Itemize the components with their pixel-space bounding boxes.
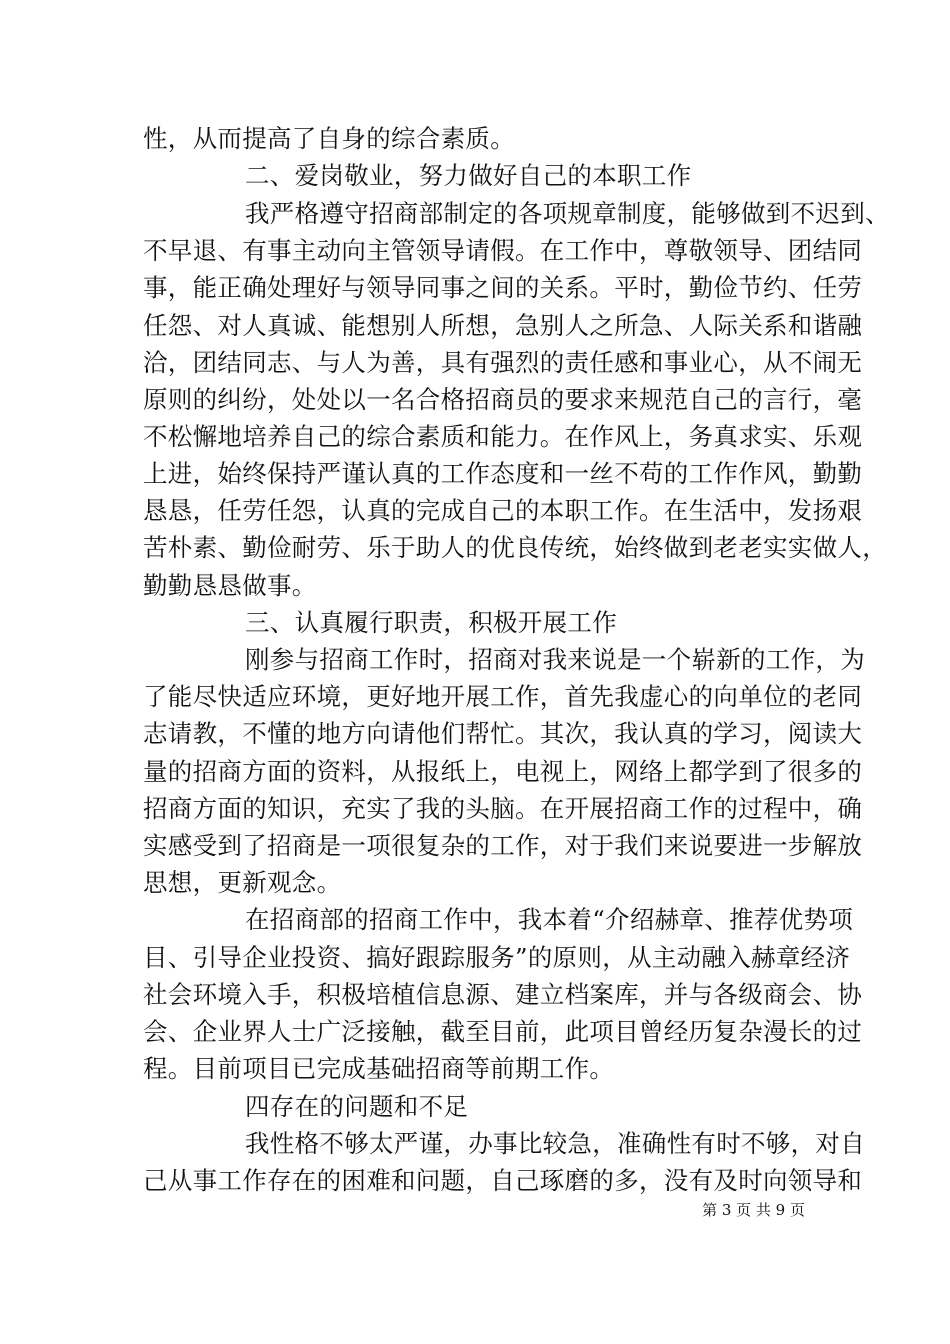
text-line: 量的招商方面的资料，从报纸上，电视上，网络上都学到了很多的 <box>143 757 863 786</box>
text-line: 目、引导企业投资、搞好跟踪服务”的原则，从主动融入赫章经济 <box>143 943 851 972</box>
section-heading: 三、认真履行职责，积极开展工作 <box>245 608 617 637</box>
text-line: 任怨、对人真诚、能想别人所想，急别人之所急、人际关系和谐融 <box>143 311 863 340</box>
text-line: 不早退、有事主动向主管领导请假。在工作中，尊敬领导、团结同 <box>143 236 863 265</box>
text-line: 事，能正确处理好与领导同事之间的关系。平时，勤俭节约、任劳 <box>143 273 863 302</box>
text-line: 洽，团结同志、与人为善，具有强烈的责任感和事业心，从不闹无 <box>143 348 863 377</box>
text-line: 招商方面的知识，充实了我的头脑。在开展招商工作的过程中，确 <box>143 794 863 823</box>
text-line: 苦朴素、勤俭耐劳、乐于助人的优良传统，始终做到老老实实做人， <box>143 533 887 562</box>
text-line: 己从事工作存在的困难和问题，自己琢磨的多，没有及时向领导和 <box>143 1166 863 1195</box>
text-line: 我严格遵守招商部制定的各项规章制度，能够做到不迟到、 <box>245 199 890 228</box>
section-heading: 二、爱岗敬业，努力做好自己的本职工作 <box>245 161 692 190</box>
section-heading: 四存在的问题和不足 <box>245 1092 469 1121</box>
text-line: 刚参与招商工作时，招商对我来说是一个崭新的工作，为 <box>245 645 865 674</box>
text-line: 会、企业界人士广泛接触，截至目前，此项目曾经历复杂漫长的过 <box>143 1017 863 1046</box>
text-line: 原则的纠纷，处处以一名合格招商员的要求来规范自己的言行，毫 <box>143 385 863 414</box>
text-line: 上进，始终保持严谨认真的工作态度和一丝不苟的工作作风，勤勤 <box>143 459 863 488</box>
text-line: 我性格不够太严谨，办事比较急，准确性有时不够，对自 <box>245 1129 865 1158</box>
text-line: 程。目前项目已完成基础招商等前期工作。 <box>143 1054 615 1083</box>
text-line: 社会环境入手，积极培植信息源、建立档案库，并与各级商会、协 <box>143 980 863 1009</box>
text-line: 恳恳，任劳任怨，认真的完成自己的本职工作。在生活中，发扬艰 <box>143 496 863 525</box>
text-line: 在招商部的招商工作中，我本着“介绍赫章、推荐优势项 <box>245 905 854 934</box>
text-line: 不松懈地培养自己的综合素质和能力。在作风上，务真求实、乐观 <box>143 422 863 451</box>
text-line: 了能尽快适应环境，更好地开展工作，首先我虚心的向单位的老同 <box>143 682 863 711</box>
page-number-footer: 第 3 页 共 9 页 <box>702 1201 805 1219</box>
text-line: 性，从而提高了自身的综合素质。 <box>143 124 515 153</box>
text-line: 实感受到了招商是一项很复杂的工作，对于我们来说要进一步解放 <box>143 831 863 860</box>
text-line: 志请教，不懂的地方向请他们帮忙。其次，我认真的学习，阅读大 <box>143 719 863 748</box>
text-line: 勤勤恳恳做事。 <box>143 571 317 600</box>
text-line: 思想，更新观念。 <box>143 868 342 897</box>
